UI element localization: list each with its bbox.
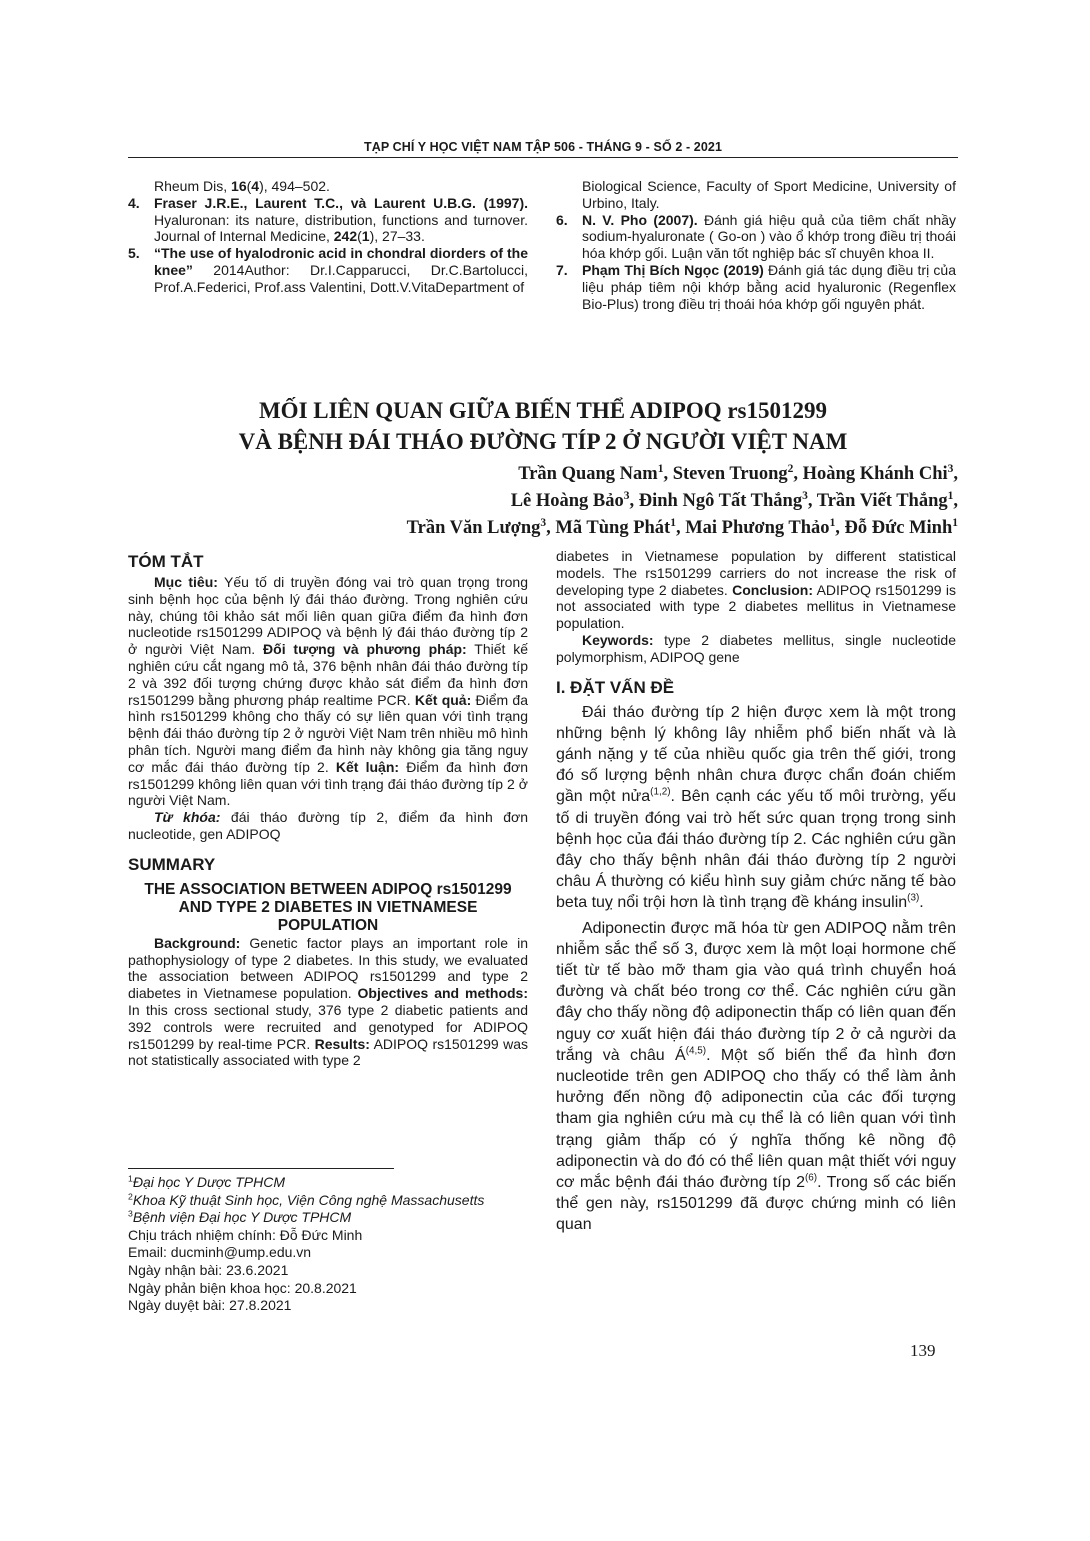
summary-continued-text: diabetes in Vietnamese population by different statistical models. The rs1501299 carriers do not increase the risk of developing type 2 diabetes. Conclusion: ADIPOQ rs1501299 is not associated with type 2 diabetes mellitus in Vietnamese population. — [556, 548, 956, 632]
footnote-rule — [128, 1168, 394, 1169]
footnotes — [128, 1168, 528, 1315]
references-left — [128, 178, 528, 296]
page-number: 139 — [910, 1341, 936, 1360]
footnote-affiliation-3: $^3$Bệnh viện Đại học Y Dược TPHCM — [128, 1208, 352, 1226]
intro-paragraph-2: Adiponectin được mã hóa từ gen ADIPOQ nằm trên nhiễm sắc thể số 3, được xem là một loại hormone chế tiết từ tế bào mỡ tham gia vào quá trình chuyển hoá đường và chất béo trong cơ thể. Các nghiên cứu gần đây cho thấy nồng độ adiponectin thấp có liên quan đến nguy cơ xuất hiện đái tháo đường típ 2 ở cả người da trắng và châu Á$^{(4,5)}$. Một số biến thể đa hình đơn nucleotide trên gen ADIPOQ cho thấy có thể làm ảnh hưởng đến nồng độ adiponectin của các đối tượng tham gia nghiên cứu mà cụ thể là có liên quan với tình trạng giảm thấp có ý nghĩa thống kê nồng độ adiponectin và do đó có thể liên quan mật thiết với nguy cơ mắc bệnh đái tháo đường típ 2$^{(6)}$. Trong số các biến thể gen này, rs1501299 đã được chứng minh có liên quan — [556, 919, 957, 1234]
summary-keywords: Keywords: type 2 diabetes mellitus, single nucleotide polymorphism, ADIPOQ gene — [556, 631, 956, 665]
reference-3-continued: Rheum Dis, 16(4), 494–502. — [154, 178, 330, 194]
article-title — [128, 395, 958, 457]
reference-6: 6. N. V. Pho (2007). Đánh giá hiệu quả của tiêm chất nhầy sodium-hyaluronate ( Go-on ) vào ổ khớp trong điều trị thoái hóa khớp gối. Luận văn tốt nghiệp bác sĩ chuyên khoa II. — [556, 211, 956, 262]
author-line-3: Trần Văn Lượng$^3$, Mã Tùng Phát$^1$, Mai Phương Thảo$^1$, Đỗ Đức Minh$^1$ — [406, 516, 958, 538]
references-right — [556, 178, 956, 312]
footnote-reviewed: Ngày phản biện khoa học: 20.8.2021 — [128, 1279, 357, 1296]
reference-5-continued: Biological Science, Faculty of Sport Medicine, University of Urbino, Italy. — [582, 178, 956, 211]
reference-4: 4. Fraser J.R.E., Laurent T.C., và Laurent U.B.G. (1997). Hyaluronan: its nature, distribution, functions and turnover. Journal of Internal Medicine, 242(1), 27–33. — [128, 194, 528, 245]
summary-title: THE ASSOCIATION BETWEEN ADIPOQ rs1501299 AND TYPE 2 DIABETES IN VIETNAMESE POPULATION — [144, 880, 512, 934]
author-line-1: Trần Quang Nam$^1$, Steven Truong$^2$, Hoàng Khánh Chi$^3$, — [518, 462, 958, 484]
intro-paragraph-1: Đái tháo đường típ 2 hiện được xem là một trong những bệnh lý không lây nhiễm phổ biến nhất và là gánh nặng y tế của nhiều quốc gia trên thế giới, trong đó số lượng bệnh nhân chưa được chẩn đoán chiếm gần một nửa$^{(1,2)}$. Bên cạnh các yếu tố môi trường, yếu tố di truyền đóng vai trò hết sức quan trọng trong sinh bệnh học của đái tháo đường típ 2. Các nghiên cứu gần đây cho thấy bệnh nhân đái tháo đường típ 2 người châu Á thường có kiểu hình suy giảm chức năng tế bào beta tuỵ nổi trội hơn là tình trạng đề kháng insulin$^{(3)}$. — [556, 703, 956, 912]
tomtat-paragraph: Mục tiêu: Yếu tố di truyền đóng vai trò quan trọng trong sinh bệnh học của bệnh lý đái tháo đường. Trong nghiên cứu này, chúng tôi khảo sát mối liên quan giữa điểm đa hình đơn nucleotide rs1501299 ADIPOQ và bệnh lý đái tháo đường típ 2 ở người Việt Nam. Đối tượng và phương pháp: Thiết kế nghiên cứu cắt ngang mô tả, 376 bệnh nhân đái tháo đường típ 2 và 392 đối tượng chứng được khảo sát điểm đa hình đơn rs1501299 bằng phương pháp realtime PCR. Kết quả: Điểm đa hình rs1501299 không cho thấy có sự liên quan với tình trạng bệnh đái tháo đường típ 2 ở người Việt Nam trên nhiều mô hình phân tích. Người mang điểm đa hình này không gia tăng nguy cơ mắc đái tháo đường típ 2. Kết luận: Điểm đa hình đơn rs1501299 không liên quan với tình trạng đái tháo đường típ 2 ở người Việt Nam. — [128, 574, 529, 809]
title-line-1: MỐI LIÊN QUAN GIỮA BIẾN THỂ ADIPOQ rs1501299 — [258, 398, 828, 423]
footnote-contact: Chịu trách nhiệm chính: Đỗ Đức Minh — [128, 1226, 363, 1243]
footnote-received: Ngày nhận bài: 23.6.2021 — [128, 1261, 289, 1278]
reference-5: 5. “The use of hyalodronic acid in chondral diorders of the knee” 2014Author: Dr.I.Capparucci, Dr.C.Bartolucci, Prof.A.Federici, Prof.ass Valentini, Dott.V.VitaDepartment of — [128, 245, 528, 295]
author-line-2: Lê Hoàng Bảo$^3$, Đinh Ngô Tất Thắng$^3$, Trần Viết Thắng$^1$, — [510, 489, 958, 511]
abstract-column — [128, 552, 528, 1069]
footnote-accepted: Ngày duyệt bài: 27.8.2021 — [128, 1297, 292, 1314]
author-list — [258, 461, 958, 542]
title-line-2: VÀ BỆNH ĐÁI THÁO ĐƯỜNG TÍP 2 Ở NGƯỜI VIỆT NAM — [238, 429, 848, 454]
summary-paragraph: Background: Genetic factor plays an important role in pathophysiology of type 2 diabetes. In this study, we evaluated the association between ADIPOQ rs1501299 and type 2 diabetes in Vietnamese population. Objectives and methods: In this cross sectional study, 376 type 2 diabetic patients and 392 controls were recruited and genotyped for ADIPOQ rs1501299 by real-time PCR. Results: ADIPOQ rs1501299 was not statistically associated with type 2 — [128, 934, 528, 1069]
tomtat-keywords: Từ khóa: đái tháo đường típ 2, điểm đa hình đơn nucleotide, gen ADIPOQ — [128, 809, 528, 842]
footnote-affiliation-1: $^1$Đại học Y Dược TPHCM — [128, 1173, 286, 1190]
intro-heading: I. ĐẶT VẤN ĐỀ — [556, 677, 675, 697]
footnote-email: Email: ducminh@ump.edu.vn — [128, 1244, 312, 1261]
tomtat-heading: TÓM TẮT — [128, 552, 204, 571]
summary-heading: SUMMARY — [128, 854, 216, 874]
journal-header: TẠP CHÍ Y HỌC VIỆT NAM TẬP 506 - THÁNG 9 - SỐ 2 - 2021 — [363, 140, 723, 154]
header-rule — [128, 157, 958, 158]
footnote-affiliation-2: $^2$Khoa Kỹ thuật Sinh học, Viện Công nghệ Massachusetts — [128, 1190, 485, 1208]
reference-7: 7. Phạm Thị Bích Ngọc (2019) Đánh giá tác dụng điều trị của liệu pháp tiêm nội khớp bằng acid hyaluronic (Regenflex Bio-Plus) trong điều trị thoái hóa khớp gối nguyên phát. — [556, 261, 956, 312]
summary-continuation — [556, 548, 956, 1236]
